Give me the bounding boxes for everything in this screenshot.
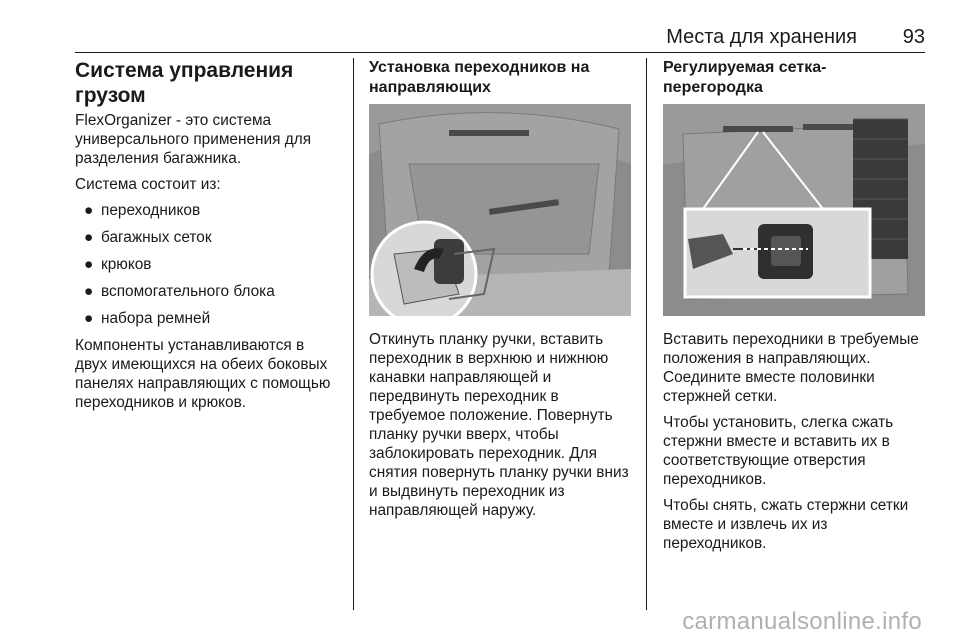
net-insert-paragraph: Вставить переходники в требуемые положения в направляющих. Соедините вместе половинки стержней сетки. [663,331,919,405]
bullet-icon: ● [84,229,94,246]
intro-paragraph: FlexOrganizer - это система универсального применения для разделения багажника. [75,112,312,167]
column-divider [646,58,647,610]
page-number: 93 [902,26,925,48]
column-divider [353,58,354,610]
net-partition-heading: Регулируемая сетка-перегородка [663,59,827,96]
section-title: Места для хранения [666,26,857,48]
adapter-illustration [369,104,631,316]
list-item: ● крюков [84,256,152,273]
page-header [75,24,925,53]
list-item: ● вспомогательного блока [84,283,275,300]
column-middle [369,58,631,527]
adapter-install-heading: Установка переходников на направляющих [369,59,590,96]
column-right [663,58,925,560]
list-item: ● багажных сеток [84,229,212,246]
cargo-system-heading: Система управления грузом [75,59,294,107]
bullet-icon: ● [84,283,94,300]
adapter-instructions: Откинуть планку ручки, вставить переходник в верхнюю и нижнюю канавки направляющей и передвинуть переходник в требуемое положение. Повернуть планку ручки вверх, чтобы заблокировать переходник. Для снятия повернуть планку ручки вниз и выдвинуть переходник из направляющей наружу. [369,331,629,519]
consists-paragraph: Система состоит из: [75,176,221,193]
watermark: carmanualsonline.info [682,608,922,635]
net-remove-paragraph: Чтобы снять, сжать стержни сетки вместе и извлечь их из переходников. [663,497,909,552]
component-list [75,201,340,328]
bullet-icon: ● [84,202,94,219]
outro-paragraph: Компоненты устанавливаются в двух имеющихся на обеих боковых панелях направляющих с помощью переходников и крюков. [75,337,331,411]
bullet-icon: ● [84,256,94,273]
column-left [75,58,340,419]
list-item: ● набора ремней [84,310,211,327]
net-illustration [663,104,925,316]
bullet-icon: ● [84,310,94,327]
net-install-paragraph: Чтобы установить, слегка сжать стержни вместе и вставить их в соответствующие отверстия переходников. [663,414,894,488]
list-item: ● переходников [84,202,201,219]
